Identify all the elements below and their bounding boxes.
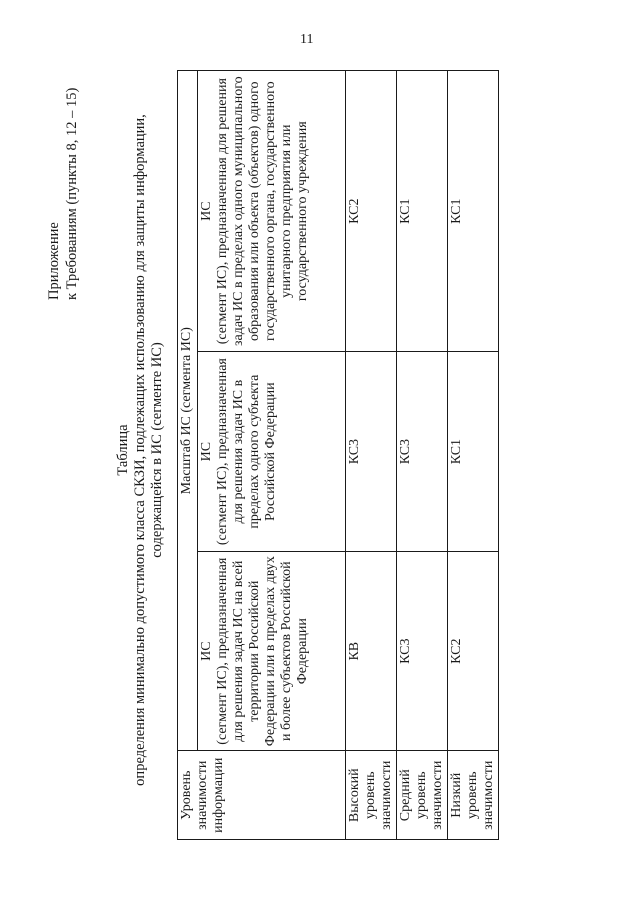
appendix-note	[45, 40, 81, 300]
table-cell: КВ	[346, 551, 397, 751]
caption-line-2: определения минимально допустимого класса СКЗИ, подлежащих использованию для защиты информации,	[132, 114, 148, 786]
table-caption	[115, 40, 166, 860]
column-1-title: ИС	[199, 641, 214, 661]
column-1-desc: (сегмент ИС), предназначенная для решения задач ИС на всей территории Российской Федерации или в пределах двух и более субъектов Российской Федерации	[215, 556, 310, 747]
table-row	[346, 71, 397, 840]
header-level: Уровень значимости информации	[178, 751, 346, 840]
caption-title: Таблица	[115, 424, 131, 476]
table-cell: КС1	[448, 352, 499, 552]
table-cell: КС3	[346, 352, 397, 552]
column-3-title: ИС	[199, 201, 214, 221]
row-level-medium: Средний уровень значимости	[397, 751, 448, 840]
appendix-reference: к Требованиям (пункты 8, 12 – 15)	[64, 87, 80, 300]
column-header-1	[198, 551, 346, 751]
table-row	[397, 71, 448, 840]
column-2-title: ИС	[199, 441, 214, 462]
column-3-desc: (сегмент ИС), предназначенная для решения задач ИС в пределах одного муниципального образования или объекта (объектов) одного государственного органа, государственного унитарного предприятия или государственного учреждения	[215, 76, 310, 347]
table-cell: КС1	[397, 71, 448, 352]
table-cell: КС2	[346, 71, 397, 352]
row-level-low: Низкий уровень значимости	[448, 751, 499, 840]
table-cell: КС3	[397, 551, 448, 751]
table-cell: КС2	[448, 551, 499, 751]
caption-line-3: содержащейся в ИС (сегменте ИС)	[149, 342, 165, 558]
row-level-high: Высокий уровень значимости	[346, 751, 397, 840]
column-header-3	[198, 71, 346, 352]
page-number: 11	[300, 32, 314, 47]
table-cell: КС1	[448, 71, 499, 352]
column-2-desc: (сегмент ИС), предназначенная для решения задач ИС в пределах одного субъекта Российской Федерации	[215, 358, 278, 546]
rotated-page-content	[45, 40, 565, 860]
header-scale: Масштаб ИС (сегмента ИС)	[178, 71, 198, 751]
table-row	[448, 71, 499, 840]
cryptography-class-table	[177, 70, 499, 840]
table-cell: КС3	[397, 352, 448, 552]
appendix-title: Приложение	[46, 222, 62, 300]
column-header-2	[198, 352, 346, 552]
